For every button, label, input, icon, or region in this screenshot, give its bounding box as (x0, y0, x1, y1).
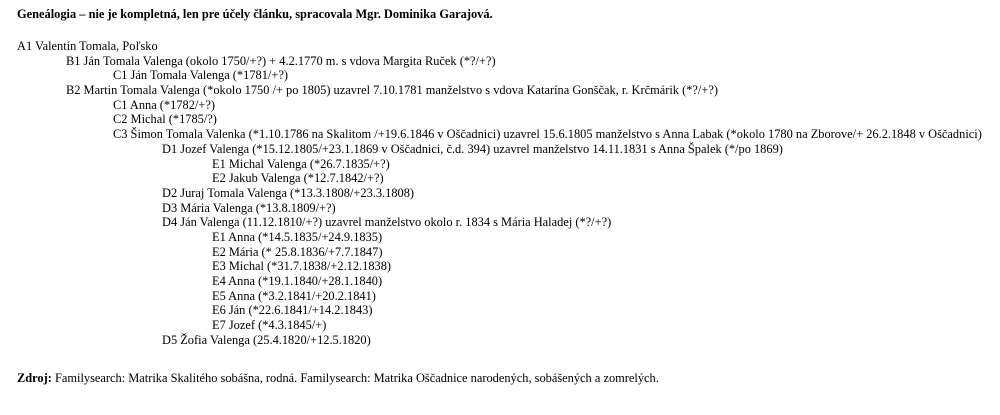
genealogy-entry: E7 Jozef (*4.3.1845/+) (212, 318, 327, 333)
source-label: Zdroj: (17, 371, 52, 385)
genealogy-entry: C2 Michal (*1785/?) (113, 112, 217, 127)
genealogy-entry: E5 Anna (*3.2.1841/+20.2.1841) (212, 288, 376, 303)
genealogy-tree (0, 39, 1000, 347)
genealogy-entry: B2 Martin Tomala Valenga (*okolo 1750 /+ po 1805) uzavrel 7.10.1781 manželstvo s vdova Katarína Gonščak, r. Krčmárik (*?/+?) (66, 83, 718, 98)
genealogy-entry: C3 Šimon Tomala Valenka (*1.10.1786 na Skalitom /+19.6.1846 v Oščadnici) uzavrel 15.6.1805 manželstvo s Anna Labak (*okolo 1780 na Zborove/+ 26.2.1848 v Oščadnici) (113, 127, 982, 142)
genealogy-entry: E6 Ján (*22.6.1841/+14.2.1843) (212, 303, 373, 318)
source-note (17, 371, 659, 386)
genealogy-entry: E1 Michal Valenga (*26.7.1835/+?) (212, 156, 390, 171)
genealogy-entry: D4 Ján Valenga (11.12.1810/+?) uzavrel manželstvo okolo r. 1834 s Mária Haladej (*?/+?) (162, 215, 612, 230)
genealogy-entry: D5 Žofia Valenga (25.4.1820/+12.5.1820) (162, 332, 371, 347)
genealogy-entry: E1 Anna (*14.5.1835/+24.9.1835) (212, 229, 383, 244)
genealogy-entry: E2 Jakub Valenga (*12.7.1842/+?) (212, 171, 384, 186)
genealogy-entry: E4 Anna (*19.1.1840/+28.1.1840) (212, 274, 383, 288)
genealogy-entry: D1 Jozef Valenga (*15.12.1805/+23.1.1869 v Oščadnici, č.d. 394) uzavrel manželstvo 14.11.1831 s Anna Špalek (*/po 1869) (162, 141, 783, 156)
genealogy-entry: C1 Ján Tomala Valenga (*1781/+?) (113, 68, 288, 83)
genealogy-entry: D2 Juraj Tomala Valenga (*13.3.1808/+23.3.1808) (162, 185, 415, 200)
document-heading: Geneálogia – nie je kompletná, len pre účely článku, spracovala Mgr. Dominika Garajová. (17, 7, 493, 21)
genealogy-entry: E2 Mária (* 25.8.1836/+7.7.1847) (212, 244, 383, 259)
genealogy-entry: B1 Ján Tomala Valenga (okolo 1750/+?) + 4.2.1770 m. s vdova Margita Ruček (*?/+?) (66, 53, 496, 68)
genealogy-entry: D3 Mária Valenga (*13.8.1809/+?) (162, 200, 336, 215)
genealogy-entry: E3 Michal (*31.7.1838/+2.12.1838) (212, 259, 392, 274)
genealogy-entry: C1 Anna (*1782/+?) (113, 97, 215, 112)
genealogy-entry: A1 Valentín Tomala, Poľsko (17, 39, 158, 53)
source-text: Familysearch: Matrika Skalitého sobášna, rodná. Familysearch: Matrika Oščadnice narodených, sobášených a zomrelých. (51, 371, 659, 385)
